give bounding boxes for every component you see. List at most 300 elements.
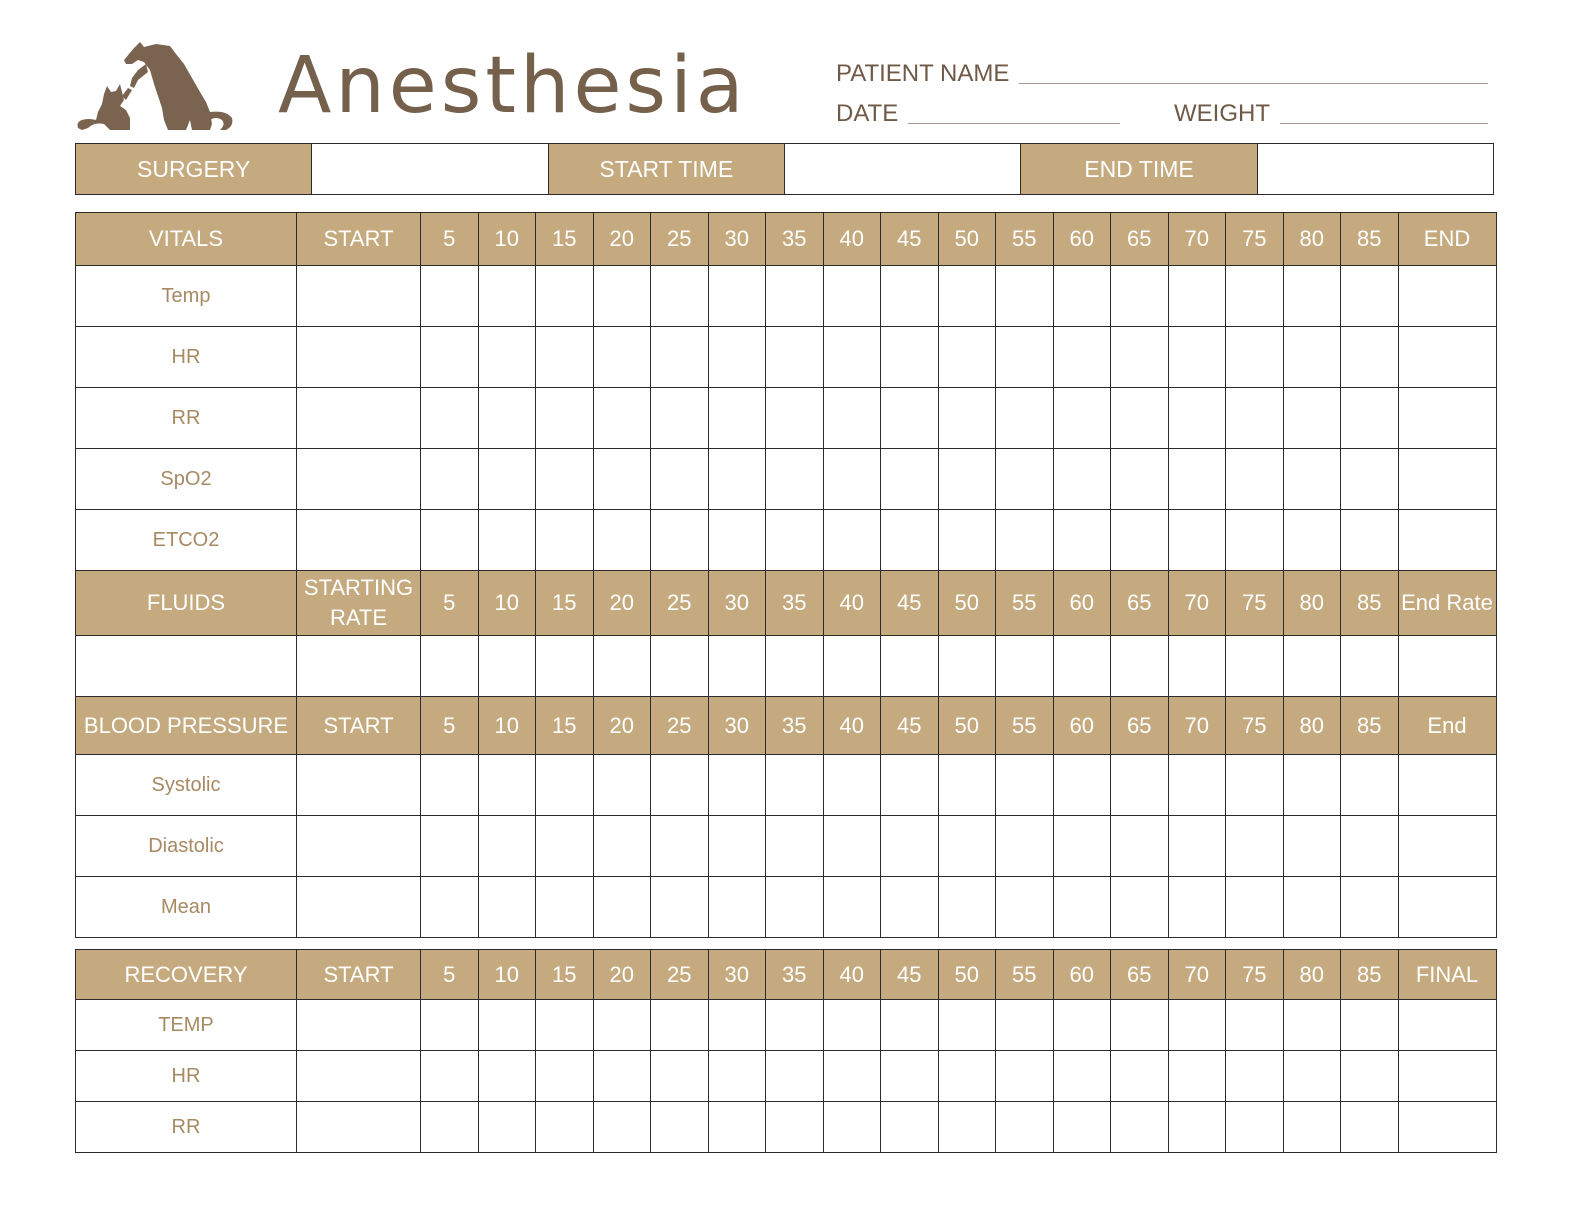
entry-cell[interactable]	[1341, 388, 1399, 449]
entry-cell[interactable]	[823, 636, 881, 697]
entry-cell[interactable]	[593, 755, 651, 816]
recovery-header-cell	[1283, 950, 1341, 1000]
entry-cell[interactable]	[1283, 327, 1341, 388]
blood-pressure-header-label: 60	[1069, 712, 1094, 738]
entry-cell[interactable]	[1283, 1000, 1341, 1051]
entry-cell[interactable]	[823, 816, 881, 877]
entry-cell[interactable]	[297, 388, 421, 449]
entry-cell[interactable]	[1168, 877, 1226, 938]
entry-cell[interactable]	[536, 388, 594, 449]
entry-cell[interactable]	[1053, 1102, 1111, 1153]
entry-cell[interactable]	[938, 816, 996, 877]
entry-cell[interactable]	[1111, 1000, 1169, 1051]
entry-cell[interactable]	[651, 266, 709, 327]
entry-cell[interactable]	[1226, 816, 1284, 877]
entry-cell[interactable]	[766, 388, 824, 449]
blood-pressure-header-label: 70	[1184, 712, 1209, 738]
blood-pressure-header-cell	[421, 697, 479, 755]
vitals-fluids-bp-table	[75, 212, 1497, 938]
entry-cell[interactable]	[1283, 388, 1341, 449]
entry-cell[interactable]	[881, 1000, 939, 1051]
entry-cell[interactable]	[996, 636, 1054, 697]
entry-cell[interactable]	[1398, 1051, 1496, 1102]
entry-cell[interactable]	[297, 816, 421, 877]
entry-cell[interactable]	[478, 636, 536, 697]
recovery-header-label: 85	[1357, 961, 1382, 987]
entry-cell[interactable]	[1111, 755, 1169, 816]
entry-cell[interactable]	[1341, 877, 1399, 938]
entry-cell[interactable]	[297, 636, 421, 697]
vitals-header-label: END	[1423, 226, 1471, 251]
entry-cell[interactable]	[421, 636, 479, 697]
entry-cell[interactable]	[536, 755, 594, 816]
entry-cell[interactable]	[938, 327, 996, 388]
entry-cell[interactable]	[938, 510, 996, 571]
entry-cell[interactable]	[297, 1051, 421, 1102]
entry-cell[interactable]	[823, 1000, 881, 1051]
entry-cell[interactable]	[536, 266, 594, 327]
entry-cell[interactable]	[651, 1102, 709, 1153]
blood-pressure-header-cell	[1341, 697, 1399, 755]
entry-cell[interactable]	[823, 510, 881, 571]
entry-cell[interactable]	[996, 327, 1054, 388]
entry-cell[interactable]	[766, 1000, 824, 1051]
entry-cell[interactable]	[1168, 327, 1226, 388]
entry-cell[interactable]	[1283, 510, 1341, 571]
vitals-header-label: 50	[954, 226, 979, 251]
entry-cell[interactable]	[766, 327, 824, 388]
entry-cell[interactable]	[708, 877, 766, 938]
entry-cell[interactable]	[478, 327, 536, 388]
entry-cell[interactable]	[1111, 327, 1169, 388]
date-field[interactable]	[836, 96, 1120, 128]
entry-cell[interactable]	[766, 636, 824, 697]
entry-cell[interactable]	[478, 1000, 536, 1051]
entry-cell[interactable]	[1168, 266, 1226, 327]
entry-cell[interactable]	[1341, 327, 1399, 388]
entry-cell[interactable]	[593, 816, 651, 877]
entry-cell[interactable]	[651, 449, 709, 510]
entry-cell[interactable]	[1283, 449, 1341, 510]
recovery-header-cell	[1053, 950, 1111, 1000]
entry-cell[interactable]	[1053, 510, 1111, 571]
entry-cell[interactable]	[421, 1000, 479, 1051]
blood-pressure-header-label: 15	[552, 712, 577, 738]
entry-cell[interactable]	[823, 1102, 881, 1153]
entry-cell[interactable]	[536, 1051, 594, 1102]
blood-pressure-header-cell	[1226, 697, 1284, 755]
start-time-input-box[interactable]	[785, 144, 1021, 194]
table-row	[76, 877, 1497, 938]
vitals-header-cell	[1053, 213, 1111, 266]
vitals-header-cell	[1168, 213, 1226, 266]
recovery-header-cell	[297, 950, 421, 1000]
fluids-header-cell	[1226, 571, 1284, 636]
fluids-header-cell	[651, 571, 709, 636]
entry-cell[interactable]	[1398, 755, 1496, 816]
entry-cell[interactable]	[766, 449, 824, 510]
entry-cell[interactable]	[651, 636, 709, 697]
vitals-header-label: 65	[1127, 226, 1152, 251]
entry-cell[interactable]	[536, 327, 594, 388]
fluids-header-row	[76, 571, 1497, 636]
blood-pressure-header-label: 10	[494, 712, 519, 738]
entry-cell[interactable]	[1168, 755, 1226, 816]
entry-cell[interactable]	[708, 266, 766, 327]
entry-cell[interactable]	[996, 266, 1054, 327]
recovery-header-label: START	[323, 961, 394, 987]
entry-cell[interactable]	[1398, 510, 1496, 571]
entry-cell[interactable]	[1398, 327, 1496, 388]
entry-cell[interactable]	[996, 449, 1054, 510]
entry-cell[interactable]	[1111, 510, 1169, 571]
fluids-header-label: 70	[1184, 590, 1209, 615]
entry-cell[interactable]	[708, 1102, 766, 1153]
entry-cell[interactable]	[536, 1000, 594, 1051]
weight-label: WEIGHT	[1174, 100, 1270, 127]
entry-cell[interactable]	[1111, 1102, 1169, 1153]
blood-pressure-header-cell	[1168, 697, 1226, 755]
entry-cell[interactable]	[1168, 388, 1226, 449]
entry-cell[interactable]	[421, 1102, 479, 1153]
blood-pressure-header-label: 20	[609, 712, 634, 738]
entry-cell[interactable]	[297, 510, 421, 571]
entry-cell[interactable]	[1168, 1000, 1226, 1051]
fluids-header-cell	[421, 571, 479, 636]
row-label: HR	[76, 327, 297, 388]
patient-name-label: PATIENT NAME	[836, 60, 1010, 87]
entry-cell[interactable]	[297, 266, 421, 327]
entry-cell[interactable]	[1053, 816, 1111, 877]
blood-pressure-header-label: BLOOD PRESSURE	[83, 712, 289, 738]
entry-cell[interactable]	[938, 1000, 996, 1051]
row-label	[76, 636, 297, 697]
entry-cell[interactable]	[1168, 1102, 1226, 1153]
entry-cell[interactable]	[297, 1102, 421, 1153]
fluids-header-cell	[297, 571, 421, 636]
table-row	[76, 1000, 1497, 1051]
entry-cell[interactable]	[421, 510, 479, 571]
entry-cell[interactable]	[996, 510, 1054, 571]
entry-cell[interactable]	[766, 510, 824, 571]
entry-cell[interactable]	[996, 1051, 1054, 1102]
entry-cell[interactable]	[823, 755, 881, 816]
entry-cell[interactable]	[1283, 636, 1341, 697]
entry-cell[interactable]	[1283, 877, 1341, 938]
entry-cell[interactable]	[823, 449, 881, 510]
fluids-header-cell	[1111, 571, 1169, 636]
entry-cell[interactable]	[1341, 266, 1399, 327]
recovery-header-label: 50	[954, 961, 979, 987]
entry-cell[interactable]	[421, 388, 479, 449]
entry-cell[interactable]	[1283, 1051, 1341, 1102]
entry-cell[interactable]	[593, 327, 651, 388]
entry-cell[interactable]	[708, 755, 766, 816]
entry-cell[interactable]	[1226, 510, 1284, 571]
table-row	[76, 636, 1497, 697]
entry-cell[interactable]	[536, 636, 594, 697]
entry-cell[interactable]	[1111, 636, 1169, 697]
entry-cell[interactable]	[996, 816, 1054, 877]
entry-cell[interactable]	[593, 510, 651, 571]
entry-cell[interactable]	[766, 816, 824, 877]
entry-cell[interactable]	[938, 636, 996, 697]
entry-cell[interactable]	[1398, 1102, 1496, 1153]
surgery-input-box[interactable]	[312, 144, 548, 194]
entry-cell[interactable]	[1341, 1051, 1399, 1102]
entry-cell[interactable]	[1226, 327, 1284, 388]
entry-cell[interactable]	[1398, 1000, 1496, 1051]
entry-cell[interactable]	[881, 877, 939, 938]
entry-cell[interactable]	[996, 1000, 1054, 1051]
fluids-header-label: 75	[1242, 590, 1267, 615]
entry-cell[interactable]	[996, 755, 1054, 816]
entry-cell[interactable]	[297, 1000, 421, 1051]
entry-cell[interactable]	[593, 636, 651, 697]
entry-cell[interactable]	[1226, 266, 1284, 327]
entry-cell[interactable]	[593, 388, 651, 449]
entry-cell[interactable]	[938, 449, 996, 510]
entry-cell[interactable]	[593, 449, 651, 510]
entry-cell[interactable]	[1283, 755, 1341, 816]
recovery-header-cell	[76, 950, 297, 1000]
entry-cell[interactable]	[536, 1102, 594, 1153]
recovery-header-cell	[1168, 950, 1226, 1000]
entry-cell[interactable]	[536, 816, 594, 877]
weight-field[interactable]	[1174, 96, 1488, 128]
entry-cell[interactable]	[421, 1051, 479, 1102]
entry-cell[interactable]	[938, 266, 996, 327]
entry-cell[interactable]	[478, 755, 536, 816]
entry-cell[interactable]	[421, 327, 479, 388]
entry-cell[interactable]	[651, 327, 709, 388]
entry-cell[interactable]	[1053, 388, 1111, 449]
entry-cell[interactable]	[881, 327, 939, 388]
entry-cell[interactable]	[1111, 388, 1169, 449]
entry-cell[interactable]	[536, 510, 594, 571]
entry-cell[interactable]	[593, 1051, 651, 1102]
entry-cell[interactable]	[938, 1051, 996, 1102]
entry-cell[interactable]	[593, 1102, 651, 1153]
entry-cell[interactable]	[823, 1051, 881, 1102]
vitals-header-label: START	[323, 226, 394, 251]
entry-cell[interactable]	[1398, 449, 1496, 510]
entry-cell[interactable]	[823, 266, 881, 327]
entry-cell[interactable]	[708, 449, 766, 510]
entry-cell[interactable]	[1398, 816, 1496, 877]
entry-cell[interactable]	[708, 1000, 766, 1051]
entry-cell[interactable]	[1168, 636, 1226, 697]
entry-cell[interactable]	[1111, 1051, 1169, 1102]
blood-pressure-header-cell	[766, 697, 824, 755]
entry-cell[interactable]	[478, 388, 536, 449]
fluids-header-cell	[1283, 571, 1341, 636]
entry-cell[interactable]	[766, 266, 824, 327]
entry-cell[interactable]	[297, 877, 421, 938]
entry-cell[interactable]	[1111, 266, 1169, 327]
entry-cell[interactable]	[1226, 1102, 1284, 1153]
entry-cell[interactable]	[1168, 816, 1226, 877]
entry-cell[interactable]	[1283, 816, 1341, 877]
entry-cell[interactable]	[708, 327, 766, 388]
entry-cell[interactable]	[1168, 1051, 1226, 1102]
blood-pressure-header-cell	[823, 697, 881, 755]
entry-cell[interactable]	[1226, 388, 1284, 449]
entry-cell[interactable]	[593, 1000, 651, 1051]
entry-cell[interactable]	[708, 388, 766, 449]
entry-cell[interactable]	[708, 1051, 766, 1102]
entry-cell[interactable]	[421, 816, 479, 877]
entry-cell[interactable]	[1341, 1000, 1399, 1051]
entry-cell[interactable]	[996, 388, 1054, 449]
recovery-header-label: 20	[609, 961, 634, 987]
entry-cell[interactable]	[1398, 877, 1496, 938]
entry-cell[interactable]	[593, 266, 651, 327]
entry-cell[interactable]	[421, 449, 479, 510]
entry-cell[interactable]	[766, 1102, 824, 1153]
cat-and-dog-logo-icon	[74, 40, 238, 134]
entry-cell[interactable]	[1283, 1102, 1341, 1153]
table-row	[76, 755, 1497, 816]
entry-cell[interactable]	[1226, 755, 1284, 816]
entry-cell[interactable]	[1168, 449, 1226, 510]
entry-cell[interactable]	[708, 636, 766, 697]
entry-cell[interactable]	[1053, 266, 1111, 327]
end-time-input-box[interactable]	[1258, 144, 1493, 194]
entry-cell[interactable]	[766, 755, 824, 816]
entry-cell[interactable]	[1341, 510, 1399, 571]
table-row	[76, 266, 1497, 327]
entry-cell[interactable]	[1341, 755, 1399, 816]
patient-name-line[interactable]	[1019, 62, 1488, 84]
entry-cell[interactable]	[593, 877, 651, 938]
entry-cell[interactable]	[708, 510, 766, 571]
entry-cell[interactable]	[1398, 266, 1496, 327]
entry-cell[interactable]	[1226, 1051, 1284, 1102]
recovery-header-label: 80	[1299, 961, 1324, 987]
recovery-header-label: 45	[897, 961, 922, 987]
entry-cell[interactable]	[297, 449, 421, 510]
entry-cell[interactable]	[766, 1051, 824, 1102]
entry-cell[interactable]	[1226, 1000, 1284, 1051]
fluids-header-cell	[766, 571, 824, 636]
blood-pressure-header-cell	[1398, 697, 1496, 755]
entry-cell[interactable]	[1111, 816, 1169, 877]
entry-cell[interactable]	[708, 816, 766, 877]
entry-cell[interactable]	[938, 1102, 996, 1153]
entry-cell[interactable]	[881, 816, 939, 877]
entry-cell[interactable]	[881, 388, 939, 449]
entry-cell[interactable]	[1111, 449, 1169, 510]
entry-cell[interactable]	[478, 1051, 536, 1102]
entry-cell[interactable]	[1053, 755, 1111, 816]
entry-cell[interactable]	[1053, 327, 1111, 388]
entry-cell[interactable]	[421, 755, 479, 816]
entry-cell[interactable]	[651, 510, 709, 571]
entry-cell[interactable]	[881, 266, 939, 327]
row-label: SpO2	[76, 449, 297, 510]
entry-cell[interactable]	[881, 1051, 939, 1102]
entry-cell[interactable]	[766, 877, 824, 938]
date-line[interactable]	[908, 102, 1120, 124]
row-label: RR	[76, 1102, 297, 1153]
entry-cell[interactable]	[536, 877, 594, 938]
entry-cell[interactable]	[478, 266, 536, 327]
entry-cell[interactable]	[938, 388, 996, 449]
entry-cell[interactable]	[996, 877, 1054, 938]
entry-cell[interactable]	[478, 1102, 536, 1153]
entry-cell[interactable]	[881, 1102, 939, 1153]
entry-cell[interactable]	[1341, 636, 1399, 697]
entry-cell[interactable]	[478, 449, 536, 510]
entry-cell[interactable]	[938, 877, 996, 938]
date-label: DATE	[836, 100, 899, 127]
patient-name-field[interactable]	[836, 56, 1488, 88]
entry-cell[interactable]	[651, 1051, 709, 1102]
entry-cell[interactable]	[823, 327, 881, 388]
entry-cell[interactable]	[421, 266, 479, 327]
entry-cell[interactable]	[1053, 1000, 1111, 1051]
entry-cell[interactable]	[478, 816, 536, 877]
entry-cell[interactable]	[1398, 388, 1496, 449]
entry-cell[interactable]	[651, 755, 709, 816]
entry-cell[interactable]	[1226, 877, 1284, 938]
entry-cell[interactable]	[297, 755, 421, 816]
entry-cell[interactable]	[1053, 636, 1111, 697]
entry-cell[interactable]	[996, 1102, 1054, 1153]
entry-cell[interactable]	[651, 816, 709, 877]
vitals-header-cell	[478, 213, 536, 266]
entry-cell[interactable]	[823, 388, 881, 449]
recovery-header-label: 35	[782, 961, 807, 987]
entry-cell[interactable]	[651, 877, 709, 938]
entry-cell[interactable]	[297, 327, 421, 388]
entry-cell[interactable]	[1111, 877, 1169, 938]
entry-cell[interactable]	[536, 449, 594, 510]
fluids-header-cell	[823, 571, 881, 636]
entry-cell[interactable]	[1341, 1102, 1399, 1153]
entry-cell[interactable]	[478, 877, 536, 938]
entry-cell[interactable]	[651, 388, 709, 449]
entry-cell[interactable]	[1226, 449, 1284, 510]
entry-cell[interactable]	[1053, 449, 1111, 510]
vitals-header-label: 70	[1184, 226, 1209, 251]
entry-cell[interactable]	[881, 449, 939, 510]
recovery-header-label: 25	[667, 961, 692, 987]
recovery-header-label: FINAL	[1415, 961, 1479, 987]
entry-cell[interactable]	[881, 510, 939, 571]
weight-line[interactable]	[1280, 102, 1488, 124]
entry-cell[interactable]	[1341, 816, 1399, 877]
entry-cell[interactable]	[823, 877, 881, 938]
entry-cell[interactable]	[1053, 877, 1111, 938]
entry-cell[interactable]	[938, 755, 996, 816]
entry-cell[interactable]	[1283, 266, 1341, 327]
entry-cell[interactable]	[421, 877, 479, 938]
entry-cell[interactable]	[1168, 510, 1226, 571]
entry-cell[interactable]	[1053, 1051, 1111, 1102]
entry-cell[interactable]	[881, 755, 939, 816]
entry-cell[interactable]	[651, 1000, 709, 1051]
recovery-header-cell	[1111, 950, 1169, 1000]
entry-cell[interactable]	[881, 636, 939, 697]
fluids-header-label: 10	[494, 590, 519, 615]
entry-cell[interactable]	[478, 510, 536, 571]
entry-cell[interactable]	[1341, 449, 1399, 510]
entry-cell[interactable]	[1398, 636, 1496, 697]
fluids-header-label: 20	[609, 590, 634, 615]
entry-cell[interactable]	[1226, 636, 1284, 697]
